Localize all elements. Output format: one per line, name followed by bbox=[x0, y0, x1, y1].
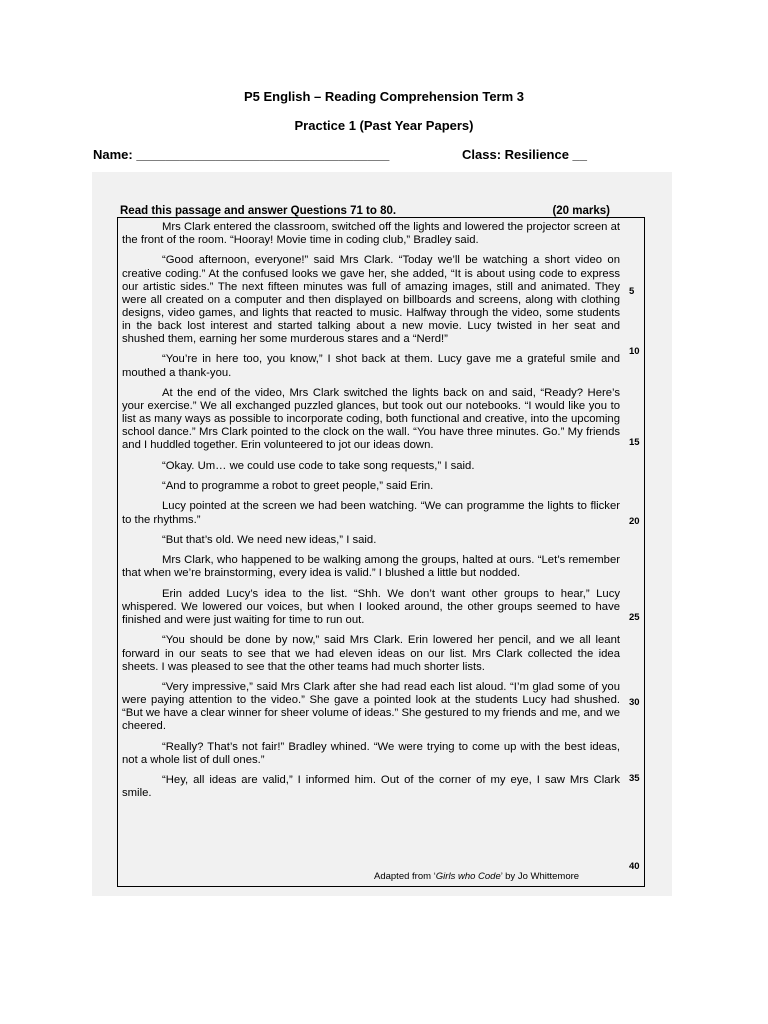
document-title: P5 English – Reading Comprehension Term 3 bbox=[243, 89, 525, 104]
paragraph: Erin added Lucy’s idea to the list. “Shh. We don’t want other groups to hear,” Lucy whispered. We lowered our voices, but when I looked around, the other groups seemed to have finished and were just waiting for time to run out. bbox=[122, 587, 620, 627]
source-credit: Adapted from ‘Girls who Code’ by Jo Whittemore bbox=[374, 871, 580, 882]
book-title: Girls who Code bbox=[435, 871, 501, 882]
document-subtitle: Practice 1 (Past Year Papers) bbox=[294, 118, 474, 133]
paragraph: “Good afternoon, everyone!” said Mrs Clark. “Today we’ll be watching a short video on creative coding.” At the confused looks we gave her, she added, “It is about using code to express our artistic sides.” The next fifteen minutes was full of amazing images, still and animated. They were all created on a computer and then displayed on billboards and screens, along with clothing designs, video games, and lights that reacted to music. Halfway through the video, some students in the back lost interest and started talking about a new movie. Lucy twisted in her seat and shushed them, earning her some murderous stares and a “Nerd!” bbox=[122, 254, 620, 346]
paragraph: “And to programme a robot to greet people,” said Erin. bbox=[162, 480, 434, 493]
paragraph: Mrs Clark entered the classroom, switched off the lights and lowered the projector screen at the front of the room. “Hooray! Movie time in coding club,” Bradley said. bbox=[122, 221, 620, 247]
paragraph: “But that’s old. We need new ideas,” I said. bbox=[162, 533, 377, 546]
paragraph: “Very impressive,” said Mrs Clark after she had read each list aloud. “I’m glad some of you were paying attention to the video.” She gave a pointed look at the students Lucy had shushed. “But we have a clear winner for sheer volume of ideas.” She gestured to my friends and me, and we cheered. bbox=[122, 680, 620, 733]
paragraph: At the end of the video, Mrs Clark switched the lights back on and said, “Ready? Here’s your exercise.” We all exchanged puzzled glances, but took out our notebooks. “I would like you to list as many ways as possible to incorporate coding, both functional and creative, into the upcoming school dance.” Mrs Clark pointed to the clock on the wall. “You have three minutes. Go.” My friends and I huddled together. Erin volunteered to jot our ideas down. bbox=[122, 386, 620, 452]
instructions bbox=[120, 205, 610, 217]
name-field-label: Name: ___________________________________ bbox=[93, 147, 390, 162]
class-field-label: Class: Resilience __ bbox=[462, 147, 588, 162]
line-number: 40 bbox=[629, 861, 640, 872]
paragraph: Mrs Clark, who happened to be walking among the groups, halted at ours. “Let’s remember that when we’re brainstorming, every idea is valid.” I blushed a little but nodded. bbox=[122, 554, 620, 580]
paragraph: “Really? That’s not fair!” Bradley whined. “We were trying to come up with the best ideas, not a whole list of dull ones.” bbox=[122, 740, 620, 766]
paragraph: “You should be done by now,” said Mrs Clark. Erin lowered her pencil, and we all leant forward in our seats to see that we had eleven ideas on our list. Mrs Clark collected the idea sheets. I was pleased to see that the other teams had much shorter lists. bbox=[122, 634, 620, 673]
paragraph: “Hey, all ideas are valid,” I informed him. Out of the corner of my eye, I saw Mrs Clark smile. bbox=[122, 774, 620, 800]
paragraph: Lucy pointed at the screen we had been watching. “We can programme the lights to flicker to the rhythms.” bbox=[122, 500, 620, 526]
paragraph: “You’re in here too, you know,” I shot back at them. Lucy gave me a grateful smile and mouthed a thank-you. bbox=[122, 353, 620, 379]
line-number: 35 bbox=[629, 773, 640, 784]
line-number: 30 bbox=[629, 697, 640, 708]
marks-label: (20 marks) bbox=[552, 205, 610, 217]
line-number: 20 bbox=[629, 516, 640, 527]
line-number: 5 bbox=[629, 286, 635, 297]
line-number: 10 bbox=[629, 346, 640, 357]
instructions-text: Read this passage and answer Questions 71 to 80. bbox=[120, 205, 397, 217]
paragraph: “Okay. Um… we could use code to take song requests,” I said. bbox=[162, 459, 475, 472]
line-number: 25 bbox=[629, 612, 640, 623]
passage-text bbox=[122, 221, 620, 808]
line-number: 15 bbox=[629, 437, 640, 448]
